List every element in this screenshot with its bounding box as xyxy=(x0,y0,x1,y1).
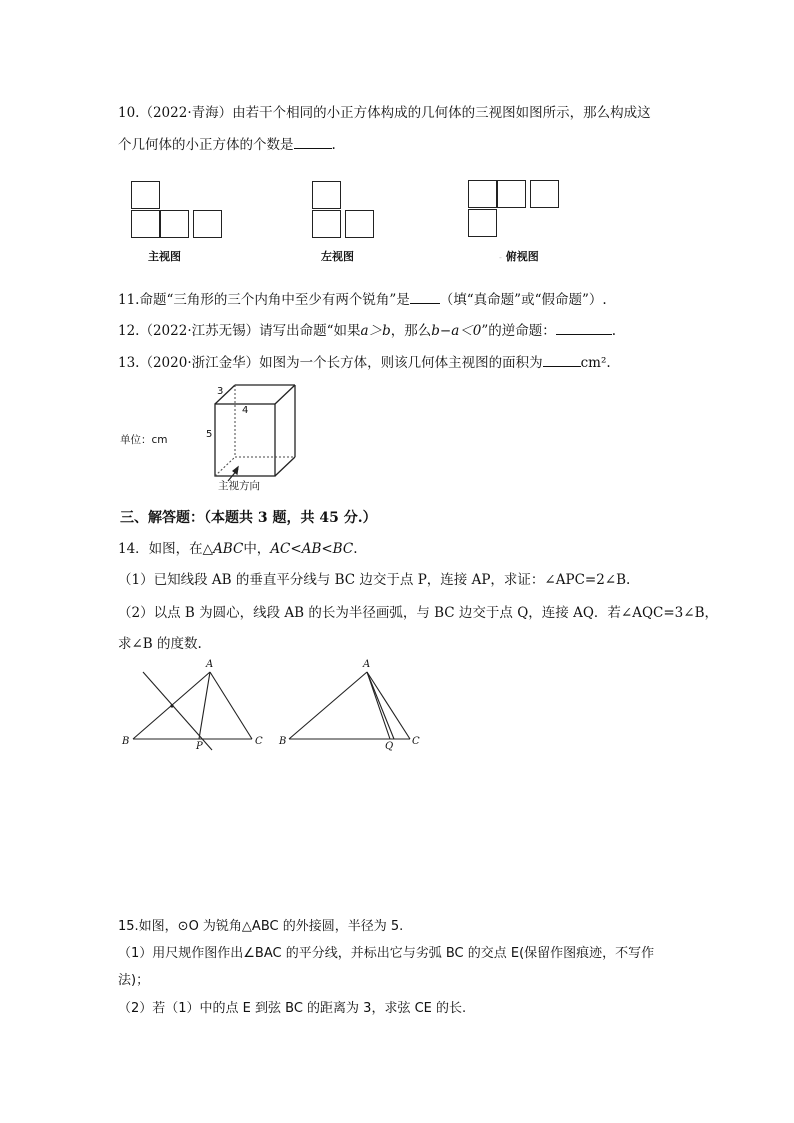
fig2-label-B: B xyxy=(279,736,287,747)
q10-line1: 10.（2022·青海）由若干个相同的小正方体构成的几何体的三视图如图所示，那么构成这 xyxy=(118,105,651,121)
fig2-label-C: C xyxy=(412,736,420,747)
q10-line2-end: . xyxy=(331,137,336,153)
dim-width-label: 4 xyxy=(242,405,249,416)
q14-part2: （2）以点 B 为圆心，线段 AB 的长为半径画弧，与 BC 边交于点 Q，连接 AQ．若∠AQC=3∠B， xyxy=(118,605,718,621)
dim-height-label: 5 xyxy=(206,429,213,440)
fig1-label-P: P xyxy=(196,741,203,752)
q11: 11.命题“三角形的三个内角中至少有两个锐角”是 （填“真命题”或“假命题”）. xyxy=(118,289,607,310)
q14-part2-cont: 求∠B 的度数. xyxy=(118,636,202,652)
fig1-label-C: C xyxy=(255,736,263,747)
q10-line2-text: 个几何体的小正方体的个数是 xyxy=(118,137,294,153)
q15-part1: （1）用尺规作图作出∠BAC 的平分线，并标出它与劣弧 BC 的交点 E(保留作图痕迹，不写作 xyxy=(118,946,655,961)
left-view-caption: 左视图 xyxy=(321,250,354,263)
q15-line1: 15.如图，⊙O 为锐角△ABC 的外接圆，半径为 5. xyxy=(118,919,404,934)
fig2-label-Q: Q xyxy=(385,741,394,752)
q12: 12.（2022·江苏无锡）请写出命题“如果a＞b，那么b−a＜0”的逆命题： . xyxy=(118,320,616,341)
q13: 13.（2020·浙江金华）如图为一个长方体，则该几何体主视图的面积为 cm². xyxy=(118,352,611,373)
top-view-caption: - 俯视图 xyxy=(499,250,539,263)
fig1-label-A: A xyxy=(206,659,214,670)
q15-part2: （2）若（1）中的点 E 到弦 BC 的距离为 3，求弦 CE 的长. xyxy=(118,1001,467,1016)
unit-label: 单位：cm xyxy=(120,434,168,446)
q14-part1: （1）已知线段 AB 的垂直平分线与 BC 边交于点 P，连接 AP，求证：∠APC=2∠B. xyxy=(118,572,631,588)
q14-line1: 14．如图，在△ABC中，AC<AB<BC. xyxy=(118,541,358,557)
direction-label: 主视方向 xyxy=(218,480,260,492)
fig1-label-B: B xyxy=(122,736,130,747)
fig2-label-A: A xyxy=(363,659,371,670)
dim-depth-label: 3 xyxy=(217,386,224,397)
section-heading: 三、解答题：（本题共 3 题，共 45 分.） xyxy=(120,510,377,526)
front-view-caption: 主视图 xyxy=(148,250,181,263)
q15-part1-cont: 法)； xyxy=(118,973,150,988)
